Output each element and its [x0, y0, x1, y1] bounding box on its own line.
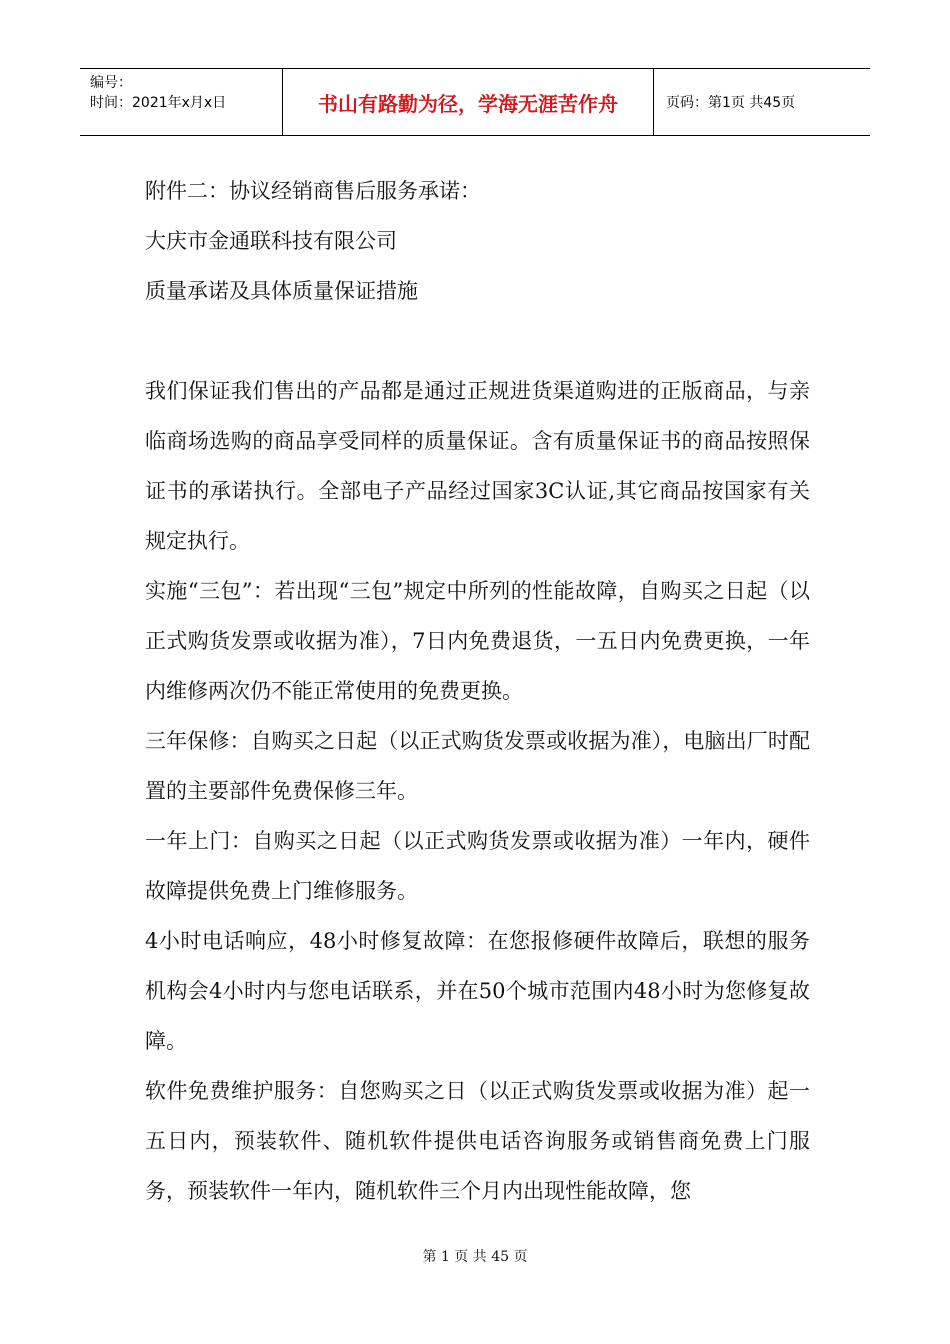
paragraph-software-service: 软件免费维护服务：自您购买之日（以正式购货发票或收据为准）起一五日内，预装软件、随机软件提供电话咨询服务或销售商免费上门服务，预装软件一年内，随机软件三个月内出现性能故障，您: [145, 1079, 810, 1203]
header-meta: [80, 69, 283, 135]
header-motto: 书山有路勤为径，学海无涯苦作舟: [283, 69, 654, 135]
header-time-label: 时间：2021年x月x日: [90, 95, 227, 111]
paragraph-three-guarantees: 实施“三包”：若出现“三包”规定中所列的性能故障，自购买之日起（以正式购货发票或收据为准），7日内免费退货，一五日内免费更换，一年内维修两次仍不能正常使用的免费更换。: [145, 579, 810, 703]
paragraph-onsite-service: 一年上门：自购买之日起（以正式购货发票或收据为准）一年内，硬件故障提供免费上门维修服务。: [145, 829, 810, 903]
document-body: [145, 166, 810, 1216]
paragraph-quality-guarantee: 我们保证我们售出的产品都是通过正规进货渠道购进的正版商品，与亲临商场选购的商品享受同样的质量保证。含有质量保证书的商品按照保证书的承诺执行。全部电子产品经过国家3C认证,其它商品按国家有关规定执行。: [145, 379, 810, 553]
annex-title: 附件二：协议经销商售后服务承诺：: [145, 179, 481, 203]
header-number-label: 编号：: [90, 75, 132, 91]
company-name: 大庆市金通联科技有限公司: [145, 229, 397, 253]
header-page-info: 页码：第1页 共45页: [666, 95, 796, 111]
page-header: [80, 68, 870, 136]
paragraph-response-time: 4小时电话响应，48小时修复故障：在您报修硬件故障后，联想的服务机构会4小时内与您电话联系，并在50个城市范围内48小时为您修复故障。: [145, 929, 810, 1053]
section-heading: 质量承诺及具体质量保证措施: [145, 279, 418, 303]
page-footer: 第 1 页 共 45 页: [422, 1249, 528, 1265]
blank-line: [145, 316, 810, 366]
paragraph-three-year-warranty: 三年保修：自购买之日起（以正式购货发票或收据为准），电脑出厂时配置的主要部件免费保修三年。: [145, 729, 810, 803]
